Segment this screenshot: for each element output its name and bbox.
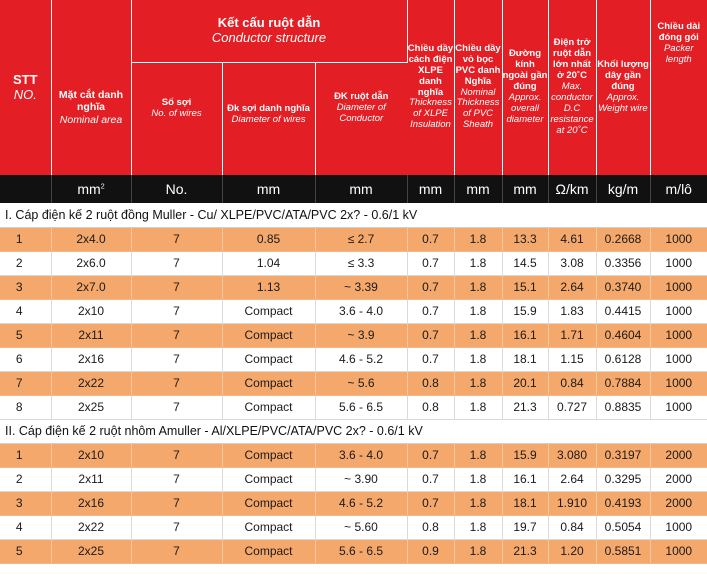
table-cell: 3.08 [548,251,596,275]
unit-cell: mm [454,175,502,203]
col-pvc-thickness-en: Nominal Thickness of PVC Sheath [456,86,500,131]
table-cell: 1.8 [454,299,502,323]
table-row [0,227,707,251]
table-cell: 0.3740 [596,275,650,299]
col-nominal-area-vi: Mặt cắt danh nghĩa [58,89,124,114]
table-cell: 2x10 [51,443,131,467]
table-cell: 15.1 [502,275,548,299]
table-cell: 0.3356 [596,251,650,275]
table-cell: 7 [131,275,222,299]
table-cell: 2x11 [51,323,131,347]
section-title-row [0,419,707,443]
table-cell: 0.7 [407,443,454,467]
table-cell: 4.61 [548,227,596,251]
table-cell: 2 [0,251,51,275]
table-cell: 0.7 [407,467,454,491]
table-cell: 1.8 [454,539,502,563]
table-cell: Compact [222,323,315,347]
table-cell: 1000 [650,515,707,539]
table-cell: 6 [0,347,51,371]
table-cell: 0.7 [407,347,454,371]
table-cell: ~ 5.60 [315,515,407,539]
unit-cell: mm [407,175,454,203]
table-cell: 0.85 [222,227,315,251]
table-cell: 1.13 [222,275,315,299]
table-cell: 8 [0,395,51,419]
table-cell: 13.3 [502,227,548,251]
col-resistance [548,0,596,175]
unit-cell: m/lô [650,175,707,203]
table-cell: 3.6 - 4.0 [315,299,407,323]
table-cell: Compact [222,539,315,563]
table-cell: 2x4.0 [51,227,131,251]
table-cell: 5 [0,539,51,563]
table-cell: 2.64 [548,467,596,491]
table-cell: 1.8 [454,371,502,395]
table-cell: 2x10 [51,299,131,323]
table-cell: Compact [222,371,315,395]
table-cell: 5.6 - 6.5 [315,539,407,563]
table-cell: 1.71 [548,323,596,347]
col-group-conductor-structure [131,0,407,62]
table-cell: 4.6 - 5.2 [315,491,407,515]
table-cell: 1000 [650,251,707,275]
table-cell: 7 [131,467,222,491]
table-cell: 2000 [650,491,707,515]
col-stt-vi: STT [12,71,38,87]
table-cell: 7 [131,491,222,515]
table-cell: Compact [222,515,315,539]
table-cell: 15.9 [502,443,548,467]
table-cell: 7 [131,251,222,275]
table-cell: 0.84 [548,371,596,395]
table-cell: 0.6128 [596,347,650,371]
table-cell: 1000 [650,347,707,371]
col-packer-length-en: Packer length [663,42,694,65]
table-cell: 7 [131,299,222,323]
table-cell: 2x22 [51,371,131,395]
col-num-wires-en: No. of wires [151,107,202,119]
table-cell: 0.4604 [596,323,650,347]
table-cell: 2000 [650,443,707,467]
table-cell: 7 [131,539,222,563]
col-pvc-thickness-vi: Chiều dầy vỏ bọc PVC danh Nghĩa [455,42,501,87]
col-conductor-diameter-vi: ĐK ruột dẫn [334,91,389,103]
table-cell: 7 [131,515,222,539]
section-title: II. Cáp điện kế 2 ruột nhôm Amuller - Al/XLPE/PVC/ATA/PVC 2x? - 0.6/1 kV [0,419,707,443]
table-cell: 4.6 - 5.2 [315,347,407,371]
table-cell: 0.727 [548,395,596,419]
unit-cell: $mm^2$ [51,175,131,203]
table-cell: 1000 [650,395,707,419]
unit-cell: kg/m [596,175,650,203]
table-cell: 0.9 [407,539,454,563]
table-cell: 1.04 [222,251,315,275]
structure-group-vi: Kết cấu ruột dẫn [217,15,321,30]
col-stt [0,0,51,175]
table-cell: 0.2668 [596,227,650,251]
col-nominal-area [51,0,131,175]
structure-group-en: Conductor structure [211,29,327,45]
table-cell: 0.5054 [596,515,650,539]
table-cell: 1 [0,227,51,251]
unit-cell: mm [315,175,407,203]
table-cell: 7 [131,347,222,371]
table-cell: Compact [222,299,315,323]
table-cell: 0.7 [407,299,454,323]
table-cell: 5.6 - 6.5 [315,395,407,419]
table-cell: 3.6 - 4.0 [315,443,407,467]
table-cell: 2x7.0 [51,275,131,299]
table-row [0,491,707,515]
table-cell: 7 [0,371,51,395]
table-cell: 1.8 [454,227,502,251]
table-cell: 1.8 [454,251,502,275]
table-cell: 19.7 [502,515,548,539]
table-cell: 18.1 [502,347,548,371]
table-row [0,467,707,491]
table-cell: 2x11 [51,467,131,491]
table-cell: 4 [0,515,51,539]
table-cell: 1000 [650,299,707,323]
table-cell: 2 [0,467,51,491]
col-wire-diameter-en: Diameter of wires [231,113,306,125]
table-cell: 3 [0,491,51,515]
col-resistance-vi: Điện trở ruột dẫn lớn nhất ở 20˚C [553,37,591,82]
table-cell: 0.84 [548,515,596,539]
table-cell: 18.1 [502,491,548,515]
table-row [0,323,707,347]
table-cell: 1.8 [454,443,502,467]
table-cell: 1 [0,443,51,467]
table-cell: ~ 3.90 [315,467,407,491]
col-overall-diameter [502,0,548,175]
table-cell: 0.5851 [596,539,650,563]
table-cell: ~ 5.6 [315,371,407,395]
col-conductor-diameter-en: Diameter of Conductor [336,102,386,125]
section-title: I. Cáp điện kế 2 ruột đồng Muller - Cu/ XLPE/PVC/ATA/PVC 2x? - 0.6/1 kV [0,203,707,227]
table-cell: 0.3295 [596,467,650,491]
col-wire-diameter-vi: Đk sợi danh nghĩa [227,102,310,114]
table-cell: 7 [131,227,222,251]
table-cell: 2x22 [51,515,131,539]
table-cell: ~ 3.9 [315,323,407,347]
table-cell: 21.3 [502,539,548,563]
table-cell: 7 [131,443,222,467]
table-row [0,515,707,539]
col-stt-en: NO. [13,86,37,102]
table-cell: 1.8 [454,395,502,419]
unit-cell: mm [222,175,315,203]
table-cell: 2x16 [51,347,131,371]
table-cell: Compact [222,347,315,371]
table-cell: 1000 [650,275,707,299]
unit-cell: mm [502,175,548,203]
table-body [0,175,707,563]
col-xlpe-thickness-vi: Chiều dầy cách điện XLPE danh nghĩa [407,42,454,98]
col-num-wires [131,62,222,175]
col-conductor-diameter [315,62,407,175]
table-cell: 5 [0,323,51,347]
table-cell: 1.8 [454,347,502,371]
table-cell: 1.8 [454,467,502,491]
col-wire-diameter [222,62,315,175]
col-overall-diameter-vi: Đường kính ngoài gần đúng [502,48,548,93]
unit-row [0,175,707,203]
table-cell: Compact [222,467,315,491]
table-cell: 1000 [650,371,707,395]
table-cell: 16.1 [502,467,548,491]
col-xlpe-thickness-en: Thickness of XLPE Insulation [409,97,452,131]
table-cell: 0.7 [407,227,454,251]
col-weight-vi: Khối lượng dây gần đúng [597,59,649,93]
table-cell: 1000 [650,227,707,251]
unit-cell: No. [131,175,222,203]
table-cell: ~ 3.39 [315,275,407,299]
table-cell: 2x25 [51,395,131,419]
table-cell: 0.7884 [596,371,650,395]
table-row [0,371,707,395]
table-cell: 2x25 [51,539,131,563]
table-cell: ≤ 3.3 [315,251,407,275]
table-cell: 20.1 [502,371,548,395]
table-cell: 3 [0,275,51,299]
table-cell: 1.910 [548,491,596,515]
table-row [0,275,707,299]
unit-label: mm [77,181,101,197]
table-cell: 1.83 [548,299,596,323]
col-overall-diameter-en: Approx. overall diameter [506,91,544,125]
table-cell: 1.8 [454,275,502,299]
table-row [0,251,707,275]
table-cell: 7 [131,323,222,347]
table-cell: Compact [222,395,315,419]
table-cell: 0.7 [407,491,454,515]
table-cell: 4 [0,299,51,323]
table-cell: 0.4193 [596,491,650,515]
col-pvc-thickness [454,0,502,175]
table-row [0,539,707,563]
table-cell: 0.8 [407,515,454,539]
table-cell: 7 [131,371,222,395]
col-weight-en: Approx. Weight wire [598,91,648,114]
table-cell: 0.8 [407,371,454,395]
table-cell: 1.20 [548,539,596,563]
table-cell: 1.8 [454,491,502,515]
unit-cell [0,175,51,203]
unit-cell: Ω/km [548,175,596,203]
table-cell: 2x16 [51,491,131,515]
table-cell: 0.4415 [596,299,650,323]
table-cell: 2x6.0 [51,251,131,275]
table-cell: 7 [131,395,222,419]
col-nominal-area-en: Nominal area [59,113,123,126]
table-cell: 0.8 [407,395,454,419]
col-packer-length [650,0,707,175]
table-cell: 1000 [650,323,707,347]
col-num-wires-vi: Số sợi [161,96,192,108]
section-title-row [0,203,707,227]
table-cell: 0.7 [407,323,454,347]
table-cell: 21.3 [502,395,548,419]
col-packer-length-vi: Chiều dài đóng gói [657,21,701,43]
table-cell: 0.3197 [596,443,650,467]
table-cell: 1000 [650,539,707,563]
table-cell: Compact [222,491,315,515]
table-cell: 15.9 [502,299,548,323]
table-cell: 1.8 [454,323,502,347]
table-cell: Compact [222,443,315,467]
col-resistance-en: Max. conductor D.C resistance at 20˚C [550,81,594,136]
table-cell: 14.5 [502,251,548,275]
table-row [0,299,707,323]
table-row [0,443,707,467]
col-weight [596,0,650,175]
col-xlpe-thickness [407,0,454,175]
table-cell: 2000 [650,467,707,491]
table-cell: 1.8 [454,515,502,539]
table-cell: 0.8835 [596,395,650,419]
table-cell: ≤ 2.7 [315,227,407,251]
table-cell: 1.15 [548,347,596,371]
table-row [0,395,707,419]
table-cell: 0.7 [407,251,454,275]
table-cell: 0.7 [407,275,454,299]
table-cell: 16.1 [502,323,548,347]
table-row [0,347,707,371]
table-cell: 3.080 [548,443,596,467]
table-cell: 2.64 [548,275,596,299]
